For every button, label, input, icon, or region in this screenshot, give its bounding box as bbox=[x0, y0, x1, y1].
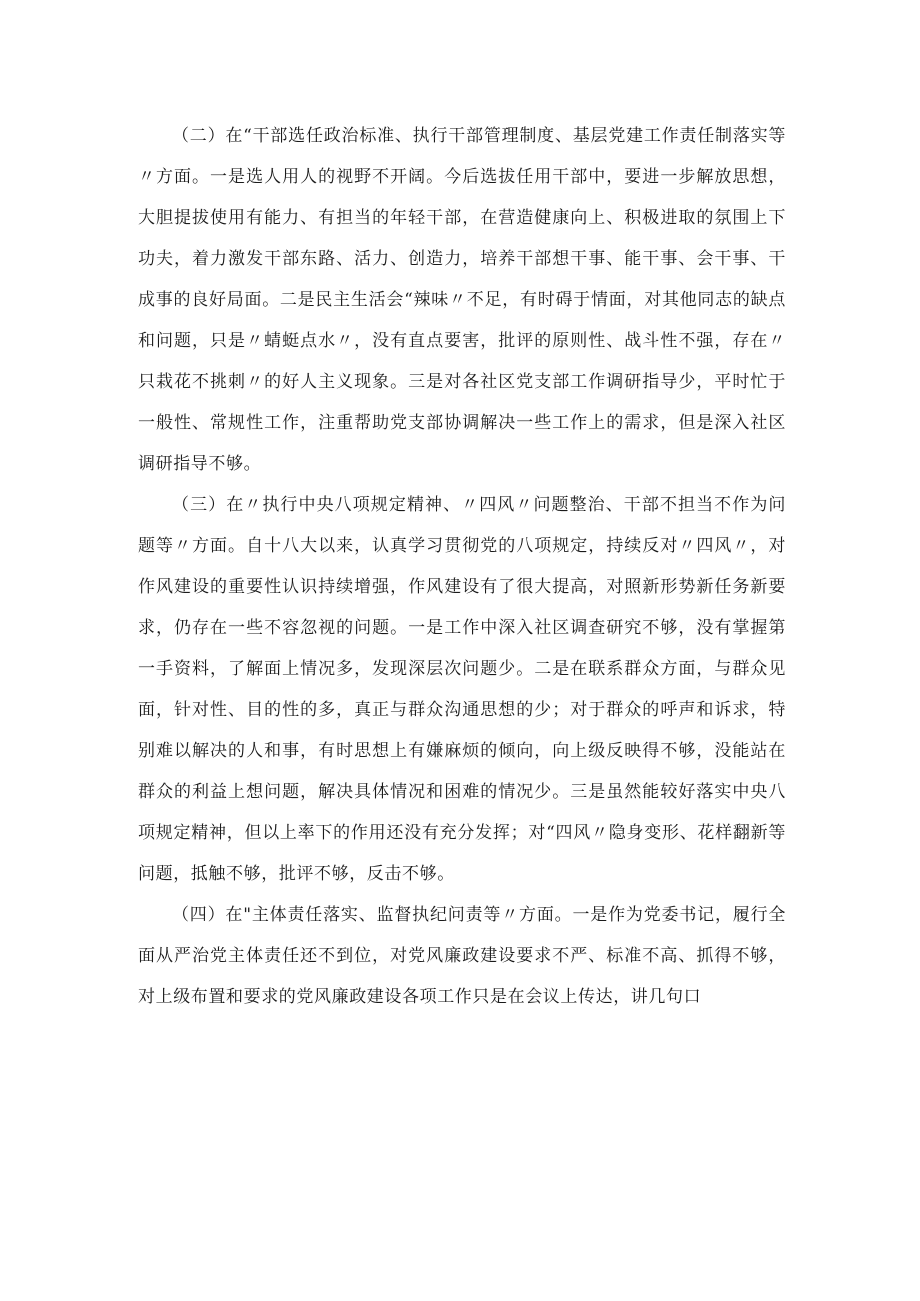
paragraph-section-3: （三）在〃执行中央八项规定精神、〃四风〃问题整治、干部不担当不作为问题等〃方面。自十八大以来，认真学习贯彻党的八项规定，持续反对〃四风〃，对作风建设的重要性认识持续增强，作风建设有了很大提高，对照新形势新任务新要求，仍存在一些不容忽视的问题。一是工作中深入社区调查研究不够，没有掌握第一手资料，了解面上情况多，发现深层次问题少。二是在联系群众方面，与群众见面，针对性、目的性的多，真正与群众沟通思想的少；对于群众的呼声和诉求，特别难以解决的人和事，有时思想上有嫌麻烦的倾向，向上级反映得不够，没能站在群众的利益上想问题，解决具体情况和困难的情况少。三是虽然能较好落实中央八项规定精神，但以上率下的作用还没有充分发挥；对“四风〃隐身变形、花样翻新等问题，抵触不够，批评不够，反击不够。 bbox=[138, 495, 786, 884]
paragraph-section-2: （二）在“干部选任政治标准、执行干部管理制度、基层党建工作责任制落实等〃方面。一是选人用人的视野不开阔。今后选拔任用干部中，要进一步解放思想，大胆提拔使用有能力、有担当的年轻干部，在营造健康向上、积极进取的氛围上下功夫，着力激发干部东路、活力、创造力，培养干部想干事、能干事、会干事、干成事的良好局面。二是民主生活会“辣味〃不足，有时碍于情面，对其他同志的缺点和问题，只是〃蜻蜓点水〃，没有直点要害，批评的原则性、战斗性不强，存在〃只栽花不挑刺〃的好人主义现象。三是对各社区党支部工作调研指导少，平时忙于一般性、常规性工作，注重帮助党支部协调解决一些工作上的需求，但是深入社区调研指导不够。 bbox=[138, 126, 786, 474]
paragraph-section-4: （四）在"主体责任落实、监督执纪问责等〃方面。一是作为党委书记，履行全面从严治党主体责任还不到位，对党风廉政建设要求不严、标准不高、抓得不够，对上级布置和要求的党风廉政建设各项工作只是在会议上传达，讲几句口 bbox=[138, 905, 786, 1007]
document-body bbox=[138, 116, 786, 1018]
